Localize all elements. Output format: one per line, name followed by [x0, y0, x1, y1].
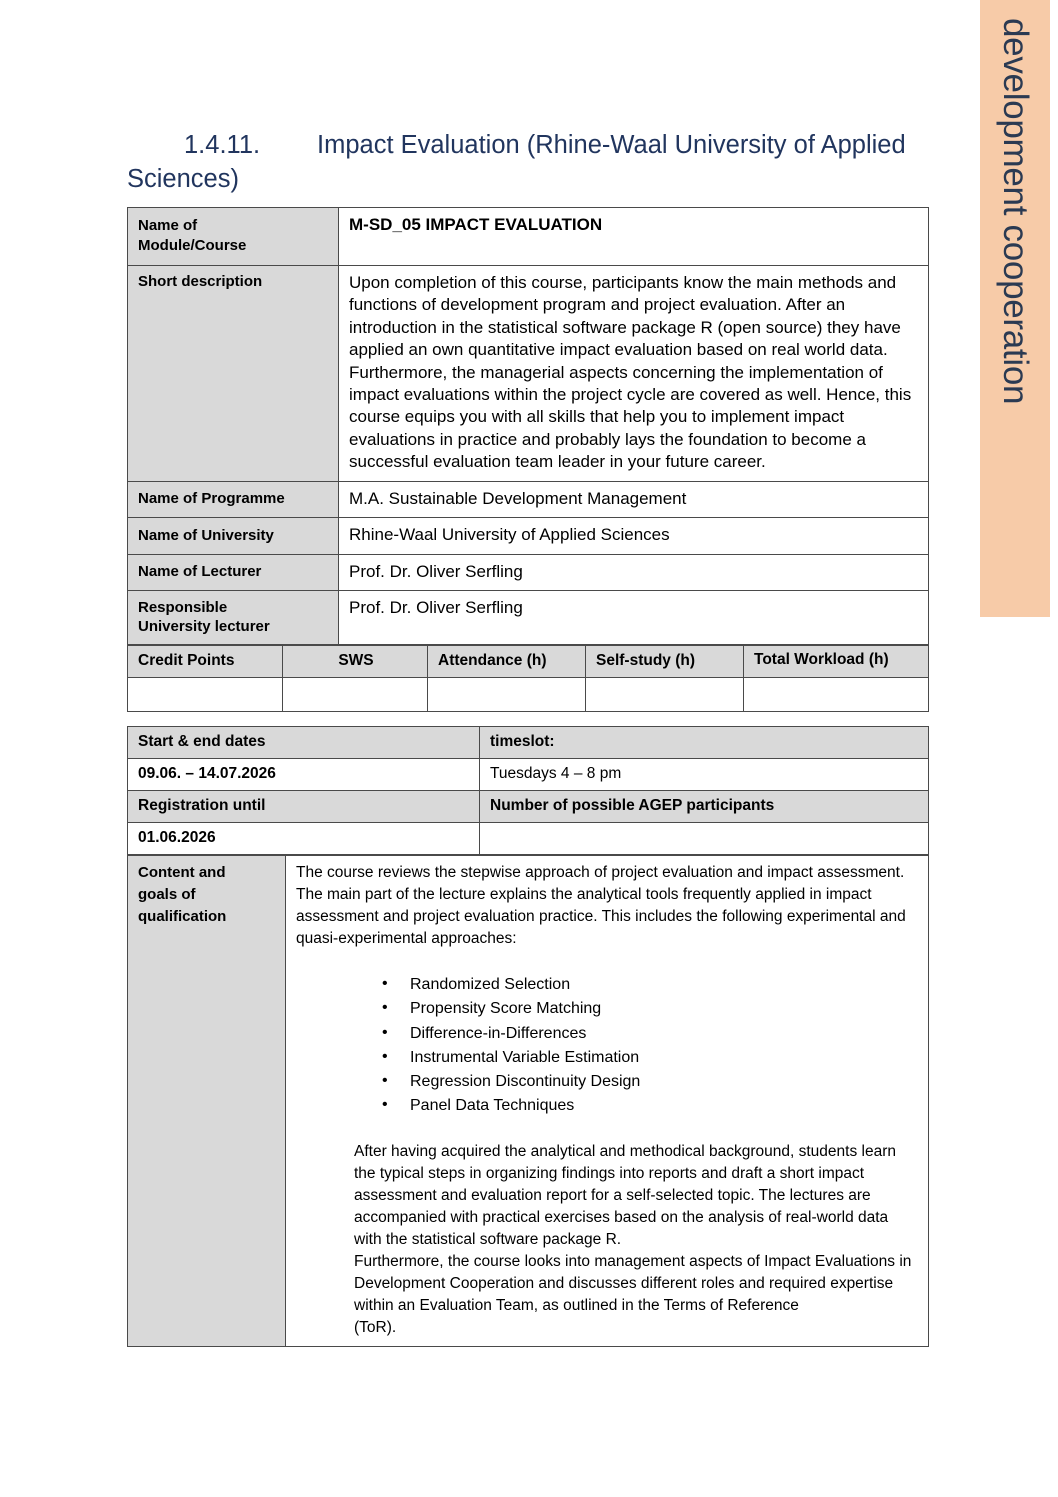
value-credit-points[interactable] [128, 678, 283, 712]
table-row-module-name [128, 207, 929, 265]
list-item: • Randomized Selection [382, 974, 920, 998]
development-cooperation-sidebar [980, 0, 1050, 617]
table-row-registration-values [128, 823, 929, 855]
table-row-dates-headers [128, 727, 929, 759]
value-attendance[interactable] [428, 678, 586, 712]
label-university: Name of University [128, 518, 339, 554]
label-timeslot: timeslot: [480, 727, 929, 759]
label-responsible-line1: Responsible [138, 598, 228, 616]
label-start-end-dates: Start & end dates [128, 727, 480, 759]
table-row-university [128, 518, 929, 554]
table-row-lecturer [128, 554, 929, 590]
value-short-description: Upon completion of this course, participants know the main methods and functions of development program and project evaluation. After an introduction in the statistical software package R (open source) they have applied an own quantitative impact evaluation based on real world data. Furthermore, the managerial aspects concerning the implementation of impact evaluations within the project cycle are covered as well. Hence, this course equips you with all skills that help you to implement impact evaluations in practice and probably lays the foundation to become a successful evaluation team leader in your future career. [339, 265, 929, 481]
label-content-line2: goals of [138, 885, 196, 903]
table-row-content-goals [128, 856, 929, 1347]
label-content-goals [128, 856, 286, 1347]
table-row-workload-headers [128, 646, 929, 678]
section-title: Impact Evaluation (Rhine-Waal University of Applied Sciences) [127, 131, 906, 194]
table-row-programme [128, 481, 929, 517]
content-goals-table [127, 855, 929, 1347]
label-lecturer: Name of Lecturer [128, 554, 339, 590]
section-number: 1.4.11. [184, 131, 261, 159]
value-self-study[interactable] [586, 678, 744, 712]
table-row-registration-headers [128, 791, 929, 823]
content-paragraph-2: After having acquired the analytical and methodical background, students learn the typical steps in organizing findings into reports and draft a short impact assessment and evaluation report for a self-selected topic. The lectures are accompanied with practical exercises based on the analysis of real-world data with the statistical software package R. [354, 1143, 896, 1249]
value-total-workload[interactable] [744, 678, 929, 712]
list-item: • Propensity Score Matching [382, 998, 920, 1022]
value-registration-until: 01.06.2026 [128, 823, 480, 855]
list-item: • Regression Discontinuity Design [382, 1071, 920, 1095]
value-agep-participants[interactable] [480, 823, 929, 855]
table-row-short-description [128, 265, 929, 481]
value-start-end-dates: 09.06. – 14.07.2026 [128, 759, 480, 791]
header-credit-points: Credit Points [128, 646, 283, 678]
workload-table [127, 645, 929, 712]
header-self-study: Self-study (h) [586, 646, 744, 678]
label-module-name-line2: Module/Course [138, 236, 247, 254]
label-responsible-lecturer [128, 591, 339, 645]
content-closing-block [354, 1141, 920, 1339]
value-lecturer: Prof. Dr. Oliver Serfling [339, 554, 929, 590]
list-item: • Instrumental Variable Estimation [382, 1047, 920, 1071]
list-item: • Difference-in-Differences [382, 1023, 920, 1047]
value-content-goals [286, 856, 929, 1347]
document-page [127, 0, 928, 1347]
label-content-line1: Content and [138, 864, 226, 882]
value-timeslot: Tuesdays 4 – 8 pm [480, 759, 929, 791]
page-title [127, 0, 928, 207]
table-spacer [127, 712, 928, 726]
label-programme: Name of Programme [128, 481, 339, 517]
table-row-workload-values [128, 678, 929, 712]
label-registration-until: Registration until [128, 791, 480, 823]
value-sws[interactable] [283, 678, 428, 712]
header-sws: SWS [283, 646, 428, 678]
content-intro-paragraph: The course reviews the stepwise approach of project evaluation and impact assessment. The main part of the lecture explains the analytical tools frequently applied in impact assessment and project evaluation practice. This includes the following experimental and quasi-experimental approaches: [296, 864, 906, 948]
label-short-description: Short description [128, 265, 339, 481]
approaches-list [296, 974, 920, 1119]
label-module-name-line1: Name of [138, 217, 198, 235]
content-paragraph-3: Furthermore, the course looks into management aspects of Impact Evaluations in Development Cooperation and discusses different roles and required expertise within an Evaluation Team, as outlined in the Terms of Reference [354, 1253, 912, 1315]
list-item: • Panel Data Techniques [382, 1095, 920, 1119]
header-attendance: Attendance (h) [428, 646, 586, 678]
value-programme: M.A. Sustainable Development Management [339, 481, 929, 517]
label-agep-participants: Number of possible AGEP participants [480, 791, 929, 823]
content-paragraph-4: (ToR). [354, 1319, 397, 1337]
header-total-workload: Total Workload (h) [744, 646, 929, 678]
table-row-dates-values [128, 759, 929, 791]
value-university: Rhine-Waal University of Applied Sciences [339, 518, 929, 554]
dates-table [127, 726, 929, 855]
label-responsible-line2: University lecturer [138, 618, 270, 636]
value-module-name: M-SD_05 IMPACT EVALUATION [339, 207, 929, 265]
label-content-line3: qualification [138, 907, 227, 925]
module-info-table [127, 207, 929, 645]
value-responsible-lecturer: Prof. Dr. Oliver Serfling [339, 591, 929, 645]
label-module-name [128, 207, 339, 265]
table-row-responsible-lecturer [128, 591, 929, 645]
sidebar-label: development cooperation [996, 18, 1035, 405]
